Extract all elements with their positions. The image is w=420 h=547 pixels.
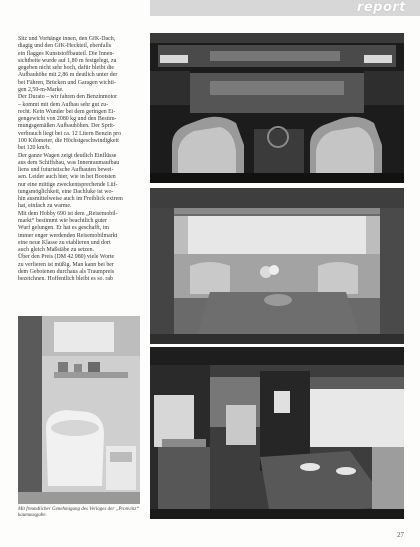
article-line: ein flagges Kunststoffbauteil. Die Innen-	[18, 50, 115, 57]
article-line: liens und futuristische Aufbauten bewei-	[18, 167, 114, 174]
article-line: Sitz und Vorhänge innen, den GfK-Dach,	[18, 36, 116, 42]
photo-caption: Mit freundlicher Genehmigung des Verlages der „Pronvinz“ kaumausgabe.	[18, 507, 140, 519]
article-line: diagig und den GfK-Heckteil, ebenfalls	[18, 43, 112, 50]
photo-washroom	[18, 316, 140, 504]
article-line: Der Durato – wir fahren den Benzinmotor	[18, 94, 118, 101]
article-line: sen. Leider auch hier, wie in bei Bootsten	[18, 174, 116, 181]
article-line: nur eine mittige zweckentsprechende Lüf-	[18, 181, 118, 188]
article-line: dem Gebotenen durchaus als Traumpreis	[18, 269, 115, 275]
page-number: 27	[397, 531, 404, 539]
article-line: immer enger werdenden Reisemobilmarkt	[18, 232, 118, 239]
article-line: aus dem Schiffsbau, was Innenraumaufbau	[18, 159, 120, 166]
article-line: Wurf gelungen. Er hat es geschafft, im	[18, 225, 109, 232]
article-line: – kommt mit dem Aufbau sehr gut zu-	[18, 101, 109, 108]
article-line: hin ausmittelweise auch im Freiblick extrem	[18, 196, 123, 203]
article-line: Der ganze Wagen zeigt deutlich Einflüsse	[18, 152, 117, 159]
photo-galley-dinette	[150, 347, 404, 519]
article-line: markt“ bestimmt wie beachtlich guter	[18, 218, 107, 225]
section-title: report	[356, 0, 406, 15]
article-line: tungsmöglichkeit, eine Dachluke ist wo-	[18, 188, 114, 195]
photo-cab-seats	[150, 33, 404, 183]
article-line: Aufbauhöhe mit 2,86 m deutlich unter der	[18, 72, 118, 79]
article-line: hat, einfach zu warme.	[18, 203, 72, 210]
article-line: bei 120 km/h.	[18, 145, 51, 152]
article-line: verbrauch liegt bei ca. 12 Litern Benzin pro	[18, 130, 122, 137]
article-line: bezeichnen. Hoffentlich bleibt es so. rab	[18, 276, 113, 283]
article-line: gen 2,50-m-Marke.	[18, 86, 64, 93]
article-line: mungsgemäßen Aufbauhöhen. Der Sprit-	[18, 123, 115, 130]
article-line: bei Fähren, Brücken und Garagen wichti-	[18, 79, 116, 86]
article-line: zu verlieren ist müßig. Man kann bei ber	[18, 261, 114, 268]
article-line: gengewicht von 2080 kg und den Bestim-	[18, 116, 117, 123]
photo-rear-dinette	[150, 188, 404, 344]
article-line: Über den Preis (DM 42 980) viele Worte	[18, 254, 115, 261]
header-band	[150, 0, 420, 16]
article-line: sichtbeite wurde auf 1,80 m festgelegt, zu	[18, 57, 117, 64]
article-line: Mit dem Hobby 690 ist dem „Reisemobil-	[18, 210, 118, 217]
article-line: auch gleich Maßstäbe zu setzen.	[18, 247, 95, 254]
article-text	[18, 36, 144, 315]
article-line: 100 Kilometer, die Höchstgeschwindigkeit	[18, 137, 119, 144]
article-line: gegeben nicht sehr hoch, dafür bleibt die	[18, 65, 115, 72]
article-line: recht. Kein Wunder bei dem geringen Ei-	[18, 108, 116, 115]
article-line: eine neue Klasse zu etablieren und dort	[18, 239, 111, 246]
